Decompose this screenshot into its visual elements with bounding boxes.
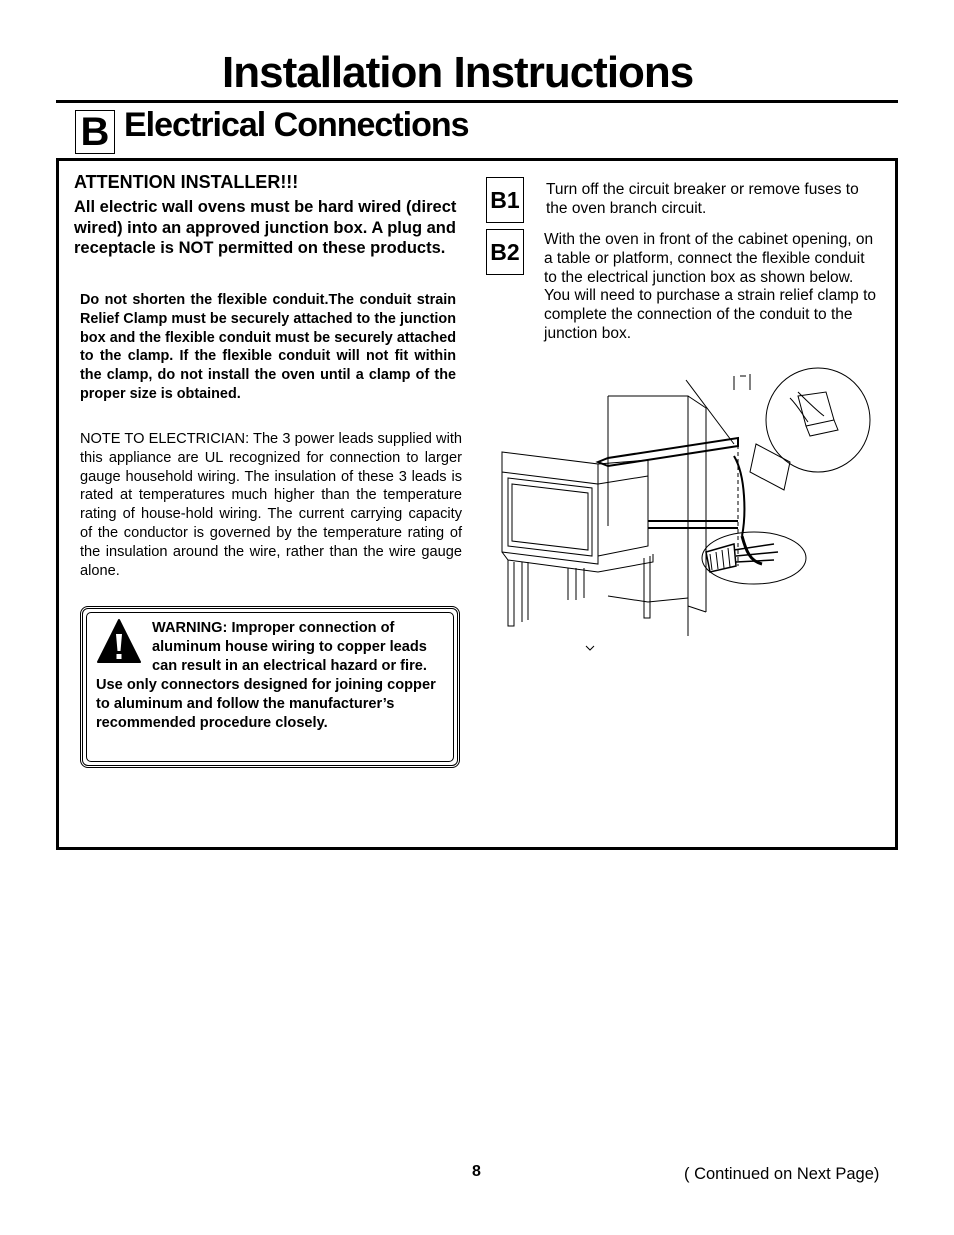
oven-drawing bbox=[502, 452, 653, 572]
attention-heading: ATTENTION INSTALLER!!! bbox=[74, 172, 299, 192]
page-number: 8 bbox=[472, 1163, 481, 1180]
step-b1-label: B1 bbox=[486, 177, 524, 223]
oven-junction-box-illustration bbox=[498, 366, 878, 656]
section-title: Electrical Connections bbox=[124, 106, 469, 144]
step-b1-text: Turn off the circuit breaker or remove fuses to the oven branch circuit. bbox=[546, 181, 859, 217]
step-b2-label: B2 bbox=[486, 229, 524, 275]
continued-note: ( Continued on Next Page) bbox=[684, 1165, 880, 1183]
platform-drawing bbox=[508, 556, 650, 650]
title-rule bbox=[56, 100, 898, 103]
conduit-inset bbox=[702, 532, 806, 584]
cabinet-drawing bbox=[598, 396, 738, 636]
attention-text: All electric wall ovens must be hard wired (direct wired) into an approved junction box. A plug and receptacle is NOT permitted on these products. bbox=[74, 198, 457, 257]
electrician-note: NOTE TO ELECTRICIAN: The 3 power leads supplied with this appliance are UL recognized for connection to larger gauge household wiring. The insulation of these 3 leads is rated at temperatures much higher than the temperature rating of house-hold wiring. The current carrying capacity of the conductor is governed by the temperature rating of the insulation around the wire, rather than the wire gauge alone. bbox=[80, 431, 462, 579]
junction-box-inset bbox=[750, 368, 870, 490]
step-b2-text: With the oven in front of the cabinet opening, on a table or platform, connect the flexible conduit to the electrical junction box as shown below. You will need to purchase a strain relief clamp to complete the connection of the conduit to the junction box. bbox=[544, 231, 877, 342]
section-letter-badge: B bbox=[75, 110, 115, 154]
conduit-notice: Do not shorten the flexible conduit.The conduit strain Relief Clamp must be securely attached to the junction box and the flexible conduit must be securely attached to the clamp. If the flexible conduit will not fit within the clamp, do not install the oven until a clamp of the proper size is obtained. bbox=[80, 292, 456, 402]
page-title: Installation Instructions bbox=[222, 48, 694, 97]
warning-text: WARNING: Improper connection of aluminum house wiring to copper leads can result in an electrical hazard or fire. Use only connectors designed for joining copper to aluminum and follow the manufacturer’s recommended procedure closely. bbox=[96, 620, 436, 731]
